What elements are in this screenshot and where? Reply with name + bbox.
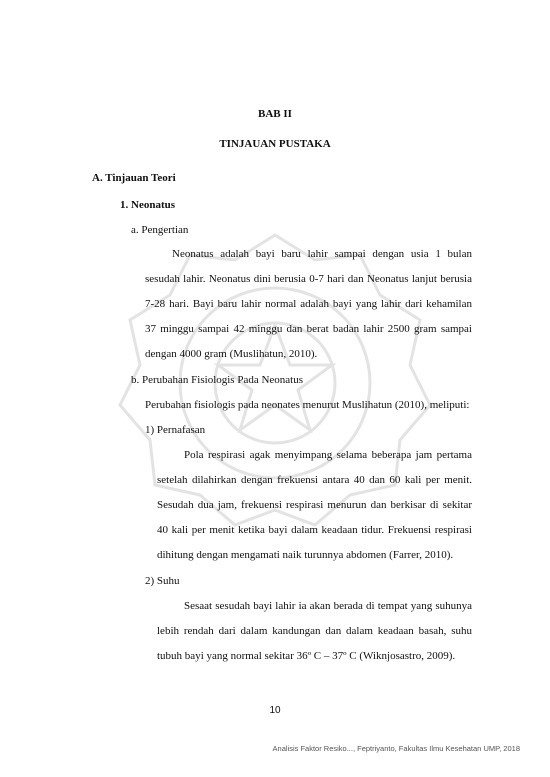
paragraph-line: Neonatus adalah bayi baru lahir sampai dengan usia 1 bulan — [172, 248, 472, 260]
paragraph-line: 37 minggu sampai 42 minggu dan berat badan lahir 2500 gram sampai — [145, 323, 472, 335]
paragraph-line: Pola respirasi agak menyimpang selama beberapa jam pertama — [184, 449, 472, 461]
paragraph-line: dengan 4000 gram (Muslihatun, 2010). — [145, 348, 318, 360]
page-footer: Analisis Faktor Resiko..., Feptriyanto, Fakultas Ilmu Kesehatan UMP, 2018 — [272, 744, 520, 753]
paragraph-line: 7-28 hari. Bayi baru lahir normal adalah bayi yang lahir dari kehamilan — [145, 298, 472, 310]
paragraph-line: Sesaat sesudah bayi lahir ia akan berada di tempat yang suhunya — [184, 600, 472, 612]
paragraph-line: sesudah lahir. Neonatus dini berusia 0-7 hari dan Neonatus lanjut berusia — [145, 273, 472, 285]
paragraph-line: Sesudah dua jam, frekuensi respirasi menurun dan berkisar di sekitar — [157, 499, 472, 511]
chapter-title: TINJAUAN PUSTAKA — [219, 138, 331, 150]
chapter-number: BAB II — [258, 108, 292, 120]
paragraph-line: tubuh bayi yang normal sekitar 36º C – 37º C (Wiknjosastro, 2009). — [157, 650, 456, 662]
item-heading-b1: 1) Pernafasan — [145, 424, 206, 436]
page-number: 10 — [269, 705, 281, 716]
item-heading-b: b. Perubahan Fisiologis Pada Neonatus — [131, 374, 304, 386]
paragraph-line: 40 kali per menit ketika bayi dalam keadaan tidur. Frekuensi respirasi — [157, 524, 472, 536]
item-heading-a: a. Pengertian — [131, 224, 189, 236]
subsection-heading: 1. Neonatus — [120, 199, 176, 211]
paragraph-line: dihitung dengan mengamati naik turunnya abdomen (Farrer, 2010). — [157, 549, 454, 561]
section-heading: A. Tinjauan Teori — [92, 172, 176, 184]
paragraph-line: lebih rendah dari dalam kandungan dan dalam keadaan basah, suhu — [157, 625, 472, 637]
paragraph-line: setelah dilahirkan dengan frekuensi antara 40 dan 60 kali per menit. — [157, 474, 472, 486]
item-heading-b2: 2) Suhu — [145, 575, 180, 587]
paragraph-line: Perubahan fisiologis pada neonates menurut Muslihatun (2010), meliputi: — [145, 399, 470, 411]
